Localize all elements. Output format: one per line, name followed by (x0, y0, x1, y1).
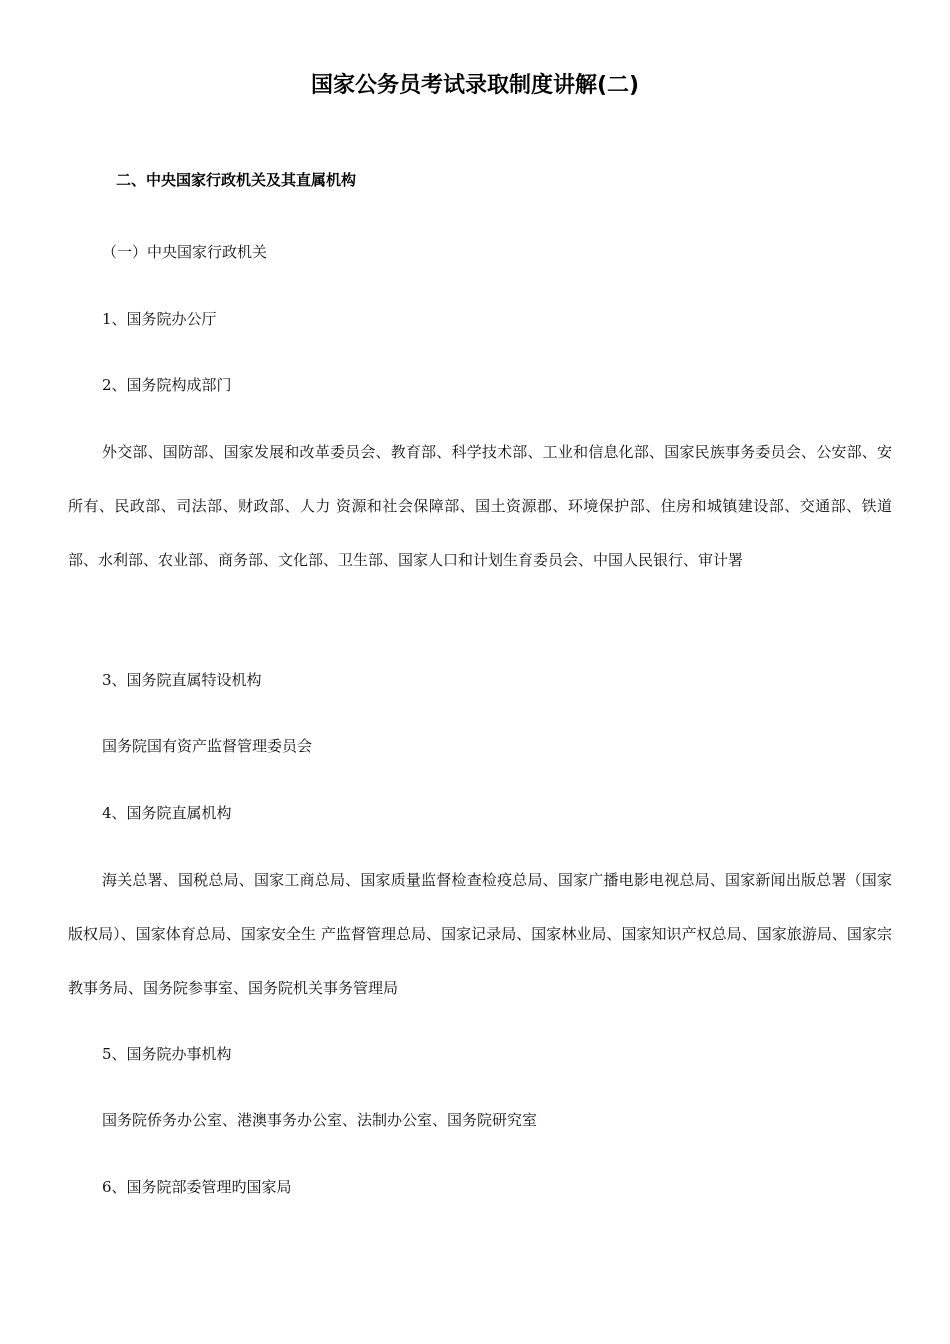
list-item-4: 4、国务院直属机构 (102, 804, 232, 822)
paragraph-ministries: 外交部、国防部、国家发展和改革委员会、教育部、科学技术部、工业和信息化部、国家民族事务委员会、公安部、安所有、民政部、司法部、财政部、人力 资源和社会保障部、国土资源郡、环境保护部、住房和城镇建设部、交通部、铁道部、水利部、农业部、商务部、文化部、卫生部、国家人口和计划生育委员会、中国人民银行、审计署 (68, 443, 892, 569)
list-item-1: 1、国务院办公厅 (102, 310, 217, 328)
paragraph-offices: 国务院侨务办公室、港澳事务办公室、法制办公室、国务院研究室 (102, 1111, 538, 1129)
list-item-5: 5、国务院办事机构 (102, 1045, 232, 1063)
list-item-3: 3、国务院直属特设机构 (102, 671, 262, 689)
section-heading: 二、中央国家行政机关及其直属机构 (116, 171, 357, 189)
list-item-2: 2、国务院构成部门 (102, 376, 232, 394)
document-title: 国家公务员考试录取制度讲解(二) (310, 73, 640, 98)
paragraph-direct-agencies: 海关总署、国税总局、国家工商总局、国家质量监督检查检疫总局、国家广播电影电视总局、国家新闻出版总署（国家版权局）、国家体育总局、国家安全生 产监督管理总局、国家记录局、国家林业局、国家知识产权总局、国家旅游局、国家宗教事务局、国务院参事室、国务院机关事务管理局 (68, 871, 892, 997)
paragraph-special-agency: 国务院国有资产监督管理委员会 (102, 737, 313, 755)
subsection-heading: （一）中央国家行政机关 (102, 243, 268, 261)
list-item-6: 6、国务院部委管理旳国家局 (102, 1178, 292, 1196)
